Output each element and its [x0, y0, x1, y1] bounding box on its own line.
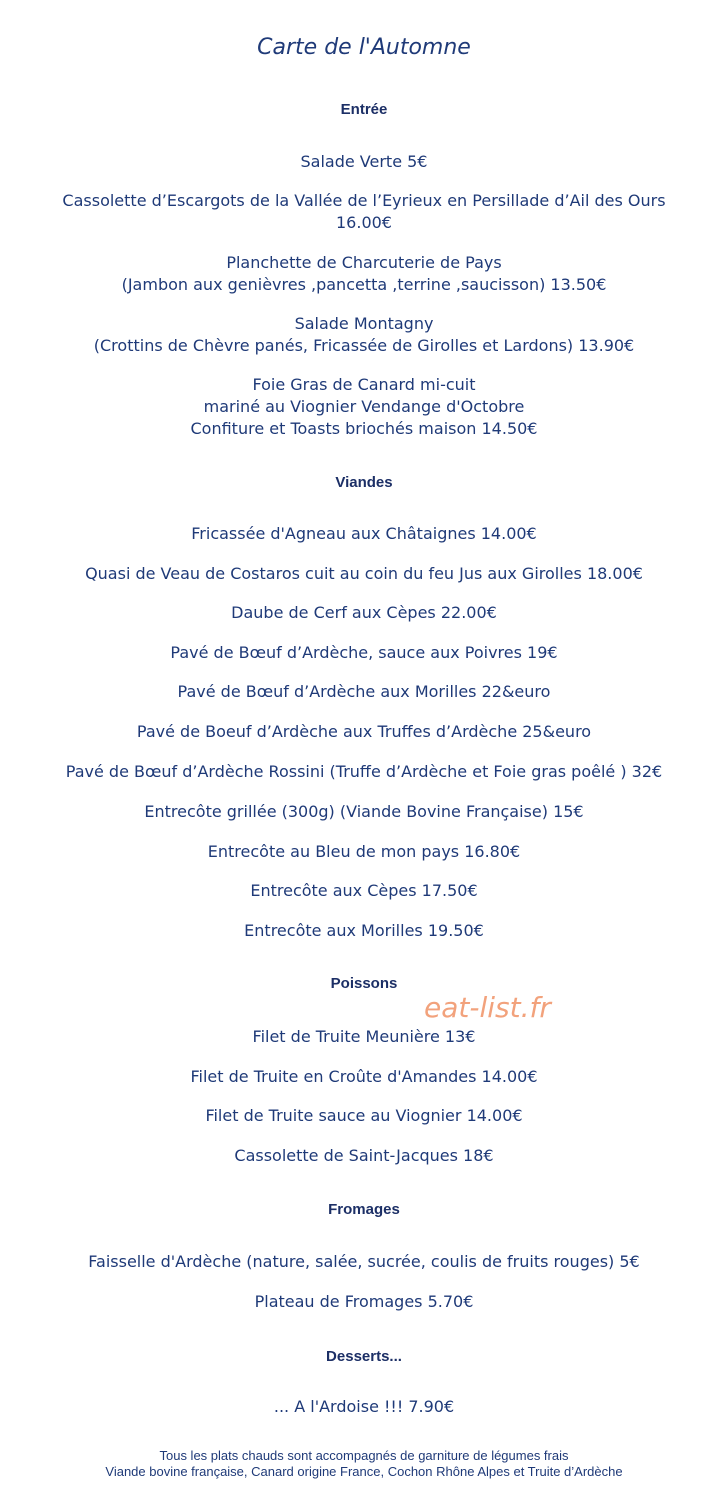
menu-item-detail: mariné au Viognier Vendange d'Octobre [203, 397, 525, 416]
menu-item: Salade Montagny [294, 314, 434, 333]
menu-item-detail: (Crottins de Chèvre panés, Fricassée de Girolles et Lardons) 13.90€ [93, 336, 635, 355]
section-heading-poissons: Poissons [330, 975, 398, 992]
menu-item-detail: (Jambon aux genièvres ,pancetta ,terrine ,saucisson) 13.50€ [121, 275, 607, 294]
menu-item: Salade Verte 5€ [300, 152, 428, 171]
section-heading-desserts: Desserts... [326, 1348, 402, 1365]
section-heading-fromages: Fromages [328, 1201, 400, 1218]
menu-item: Entrecôte au Bleu de mon pays 16.80€ [207, 842, 521, 861]
menu-item: Pavé de Bœuf d’Ardèche Rossini (Truffe d’Ardèche et Foie gras poêlé ) 32€ [65, 762, 663, 781]
menu-item: Faisselle d'Ardèche (nature, salée, sucrée, coulis de fruits rouges) 5€ [88, 1252, 640, 1271]
menu-item: Pavé de Bœuf d’Ardèche aux Morilles 22&euro [177, 682, 551, 701]
menu-item: Filet de Truite en Croûte d'Amandes 14.00€ [190, 1067, 538, 1086]
menu-item-price: 16.00€ [336, 213, 392, 232]
menu-item: Foie Gras de Canard mi-cuit [252, 375, 476, 394]
section-heading-entree: Entrée [340, 101, 388, 118]
menu-item: Daube de Cerf aux Cèpes 22.00€ [231, 603, 497, 622]
section-heading-viandes: Viandes [335, 474, 393, 491]
menu-item: Fricassée d'Agneau aux Châtaignes 14.00€ [191, 524, 537, 543]
menu-item-detail: Confiture et Toasts briochés maison 14.50€ [190, 419, 538, 438]
menu-item: Quasi de Veau de Costaros cuit au coin du feu Jus aux Girolles 18.00€ [85, 564, 643, 583]
menu-item: Entrecôte aux Morilles 19.50€ [244, 921, 484, 940]
menu-item: Cassolette d’Escargots de la Vallée de l’Eyrieux en Persillade d’Ail des Ours [62, 191, 666, 210]
menu-item: Entrecôte grillée (300g) (Viande Bovine Française) 15€ [144, 802, 584, 821]
footer-note: Viande bovine française, Canard origine France, Cochon Rhône Alpes et Truite d’Ardèche [105, 1464, 623, 1479]
menu-item: Planchette de Charcuterie de Pays [226, 253, 502, 272]
menu-item: Entrecôte aux Cèpes 17.50€ [250, 881, 478, 900]
menu-item: Cassolette de Saint-Jacques 18€ [234, 1146, 494, 1165]
menu-title: Carte de l'Automne [257, 35, 471, 60]
menu-item: Filet de Truite sauce au Viognier 14.00€ [205, 1106, 523, 1125]
menu-item: Plateau de Fromages 5.70€ [254, 1292, 474, 1311]
menu-item: Pavé de Bœuf d’Ardèche, sauce aux Poivres 19€ [170, 643, 558, 662]
watermark: eat-list.fr [424, 991, 551, 1024]
menu-item: ... A l'Ardoise !!! 7.90€ [273, 1397, 455, 1416]
menu-item: Filet de Truite Meunière 13€ [252, 1027, 476, 1046]
footer-note: Tous les plats chauds sont accompagnés de garniture de légumes frais [159, 1448, 569, 1463]
menu-item: Pavé de Boeuf d’Ardèche aux Truffes d’Ardèche 25&euro [136, 722, 592, 741]
